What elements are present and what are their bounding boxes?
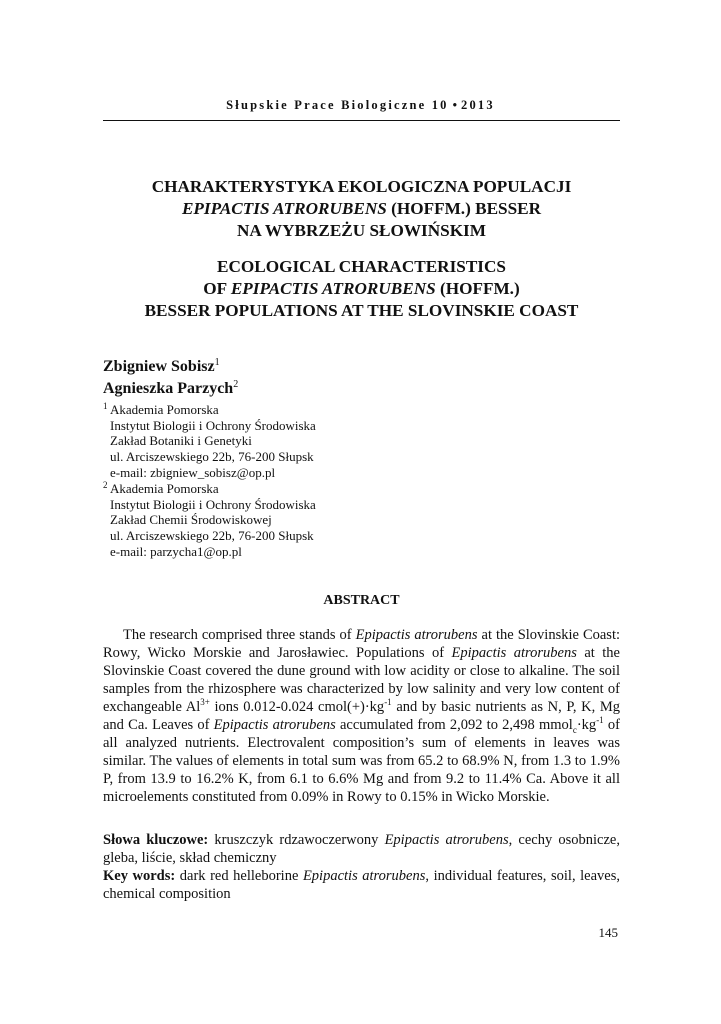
species-name: Epipactis atrorubens bbox=[302, 868, 426, 884]
affiliation-line: Akademia Pomorska bbox=[110, 402, 219, 417]
keywords-polish bbox=[103, 831, 620, 867]
superscript: -1 bbox=[384, 697, 392, 708]
affiliation-line: Zakład Chemii Środowiskowej bbox=[110, 512, 272, 528]
keywords-pl-label: Słowa kluczowe: bbox=[103, 832, 209, 848]
title-pl-line1: CHARAKTERYSTYKA EKOLOGICZNA POPULACJI bbox=[151, 177, 572, 196]
title-english bbox=[103, 256, 620, 322]
author-affiliation-mark: 2 bbox=[233, 379, 239, 390]
superscript: -1 bbox=[596, 715, 604, 726]
title-en-line2 bbox=[103, 278, 620, 300]
running-header bbox=[0, 98, 721, 113]
header-rule bbox=[103, 120, 620, 121]
author-name: Zbigniew Sobisz bbox=[103, 358, 215, 375]
keywords-english bbox=[103, 867, 620, 903]
affiliation-email[interactable]: e-mail: zbigniew_sobisz@op.pl bbox=[110, 464, 276, 480]
title-pl-line2-rest: (HOFFM.) BESSER bbox=[386, 199, 542, 218]
abstract-text: and by basic nutrients as N, P, K, Mg and Ca. Leaves of bbox=[103, 699, 621, 733]
title-en-line2-rest: (HOFFM.) bbox=[435, 279, 520, 298]
affiliation-number: 1 bbox=[103, 401, 108, 411]
keywords-text: kruszczyk rdzawoczerwony bbox=[208, 832, 385, 848]
title-en-line3: BESSER POPULATIONS AT THE SLOVINSKIE COAST bbox=[144, 301, 579, 320]
author-name: Agnieszka Parzych bbox=[103, 380, 234, 397]
affiliation-number: 2 bbox=[103, 480, 108, 490]
abstract-text: accumulated from 2,092 to 2,498 mmol bbox=[335, 717, 573, 733]
title-pl-species: EPIPACTIS ATRORUBENS bbox=[181, 199, 387, 218]
affiliation-2 bbox=[103, 481, 316, 560]
author-2 bbox=[103, 378, 238, 400]
abstract-text: ions 0.012-0.024 cmol(+)·kg bbox=[209, 699, 385, 715]
subscript: c bbox=[572, 724, 577, 735]
abstract-text: The research comprised three stands of bbox=[123, 627, 356, 643]
journal-name: Słupskie Prace Biologiczne bbox=[226, 98, 427, 112]
author-list bbox=[103, 356, 238, 400]
title-en-line1: ECOLOGICAL CHARACTERISTICS bbox=[217, 257, 506, 276]
species-name: Epipactis atrorubens bbox=[355, 627, 478, 643]
affiliation-email[interactable]: e-mail: parzycha1@op.pl bbox=[110, 543, 242, 559]
bullet-separator: • bbox=[452, 98, 458, 112]
affiliation-1 bbox=[103, 402, 316, 481]
keywords-en-label: Key words: bbox=[103, 868, 176, 884]
abstract-text: ·kg bbox=[576, 717, 597, 733]
keywords-text: , cechy osobnicze, gleba, liście, skład chemiczny bbox=[103, 832, 620, 866]
abstract-text: of all analyzed nutrients. Electrovalent composition’s sum of elements in leaves was similar. The values of elements in total sum was from 65.2 to 68.9% N, from 1.3 to 1.9% P, from 13.9 to 16.2% K, from 6.1 to 6.6% Mg and from 9.2 to 11.4% Ca. Above it all microelements constituted from 0.09% in Rowy to 0.15% in Wicko Morskie. bbox=[103, 717, 620, 805]
title-polish bbox=[103, 176, 620, 242]
species-name: Epipactis atrorubens bbox=[213, 717, 336, 733]
keywords-text: dark red helleborine bbox=[175, 868, 303, 884]
affiliation-line: ul. Arciszewskiego 22b, 76-200 Słupsk bbox=[110, 528, 314, 544]
species-name: Epipactis atrorubens bbox=[384, 832, 509, 848]
keywords-section bbox=[103, 831, 620, 903]
keywords-text: , individual features, soil, leaves, chemical composition bbox=[103, 868, 620, 902]
author-affiliation-mark: 1 bbox=[214, 357, 220, 368]
affiliation-line: Zakład Botaniki i Genetyki bbox=[110, 433, 252, 449]
page-number: 145 bbox=[598, 925, 618, 940]
abstract-text: at the Slovinskie Coast: Rowy, Wicko Morskie and Jarosławiec. Populations of bbox=[103, 627, 620, 661]
volume-number: 10 bbox=[431, 98, 449, 112]
affiliation-line: Instytut Biologii i Ochrony Środowiska bbox=[110, 417, 316, 433]
title-en-species: EPIPACTIS ATRORUBENS bbox=[230, 279, 436, 298]
title-en-line2-pre: OF bbox=[203, 279, 231, 298]
species-name: Epipactis atrorubens bbox=[451, 645, 577, 661]
abstract-body bbox=[103, 626, 620, 806]
superscript: 3+ bbox=[200, 697, 210, 708]
affiliation-line: Akademia Pomorska bbox=[110, 481, 219, 496]
title-pl-line3: NA WYBRZEŻU SŁOWIŃSKIM bbox=[237, 221, 486, 240]
abstract-text: at the Slovinskie Coast covered the dune ground with low acidity or close to alkaline. The soil samples from the rhizosphere was characterized by low salinity and very low content of exchangeable Al bbox=[103, 645, 620, 715]
author-1 bbox=[103, 356, 238, 378]
title-pl-line2 bbox=[103, 198, 620, 220]
publication-year: 2013 bbox=[461, 98, 495, 112]
affiliation-line: Instytut Biologii i Ochrony Środowiska bbox=[110, 496, 316, 512]
abstract-heading: ABSTRACT bbox=[323, 593, 400, 608]
affiliation-line: ul. Arciszewskiego 22b, 76-200 Słupsk bbox=[110, 449, 314, 465]
